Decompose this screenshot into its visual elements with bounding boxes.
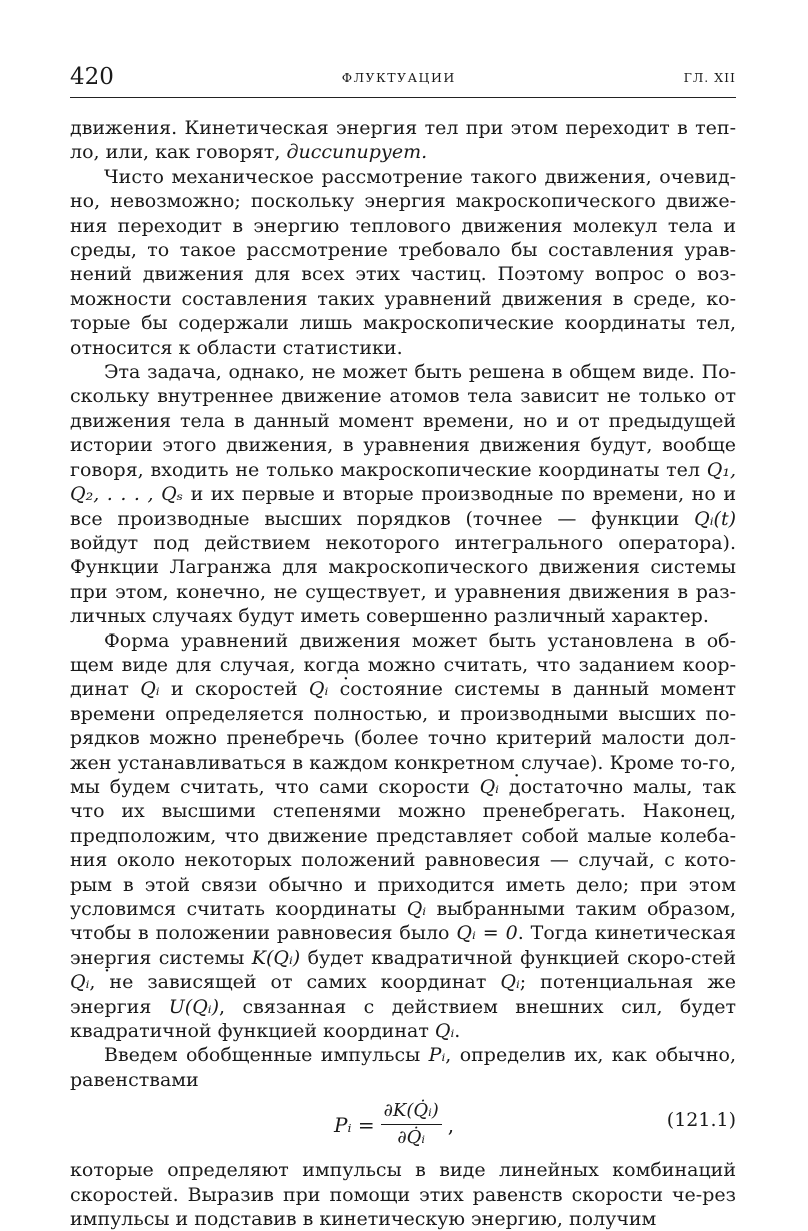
page-number: 420 [70,64,114,90]
math-Qi-dot: Qᵢ · [309,678,328,700]
paragraph-2: Чисто механическое рассмотрение такого движения, очевид-но, невозможно; поскольку энергия макроскопического движе-ния переходит в энергию теплового движения молекул тела и среды, то такое рассмотрение требовало бы составления урав-нений движения для всех этих частиц. Поэтому вопрос о воз-можности составления таких уравнений движения в среде, ко-торые бы содержали лишь макроскопические координаты тел, относится к области статистики. [70,165,736,359]
paragraph-4-text-a: Форма уравнений движения может быть установлена в об-щем виде для случая, когда можно считать, что заданием коор-динат [70,629,736,701]
paragraph-4-text-d: достаточно малы, так что их высшими степенями можно пренебрегать. Наконец, предположим, что движение представляет собой малые колеба-ния около некоторых положений равновесия — случай, с кото-рым в этой связи обычно и приходится иметь дело; при этом условимся считать координаты [70,775,737,920]
paragraph-1-text: движения. Кинетическая энергия тел при этом переходит в теп-ло, или, как говорят, [70,117,736,164]
paragraph-4-text-c: состояние системы в данный момент времени определяется полностью, и производными высших по-рядков можно пренебречь (более точно критерий малости дол-жен устанавливаться в каждом конкретном случае). Кроме то-го, мы будем считать, что сами скорости [70,678,737,798]
paragraph-3-text-b: и их первые и вторые производные по времени, но и все производные высших порядков (точнее — функции [70,483,736,530]
equation-denominator: ∂Q̇ᵢ [397,1127,426,1149]
math-Qi-dot-2: Qᵢ · [480,776,499,798]
running-title: ФЛУКТУАЦИИ [341,70,456,85]
paragraph-1 [70,116,736,165]
header-rule [70,97,736,98]
paragraph-4 [70,629,736,1044]
paragraph-3 [70,360,736,628]
math-Qi-equals-zero: Qᵢ = 0 [456,922,518,945]
equation-numerator: ∂K(Q̇ᵢ) [381,1100,442,1125]
function-q-of-t: Qᵢ(t) [694,507,736,530]
math-kinetic-energy: K(Qᵢ) [251,946,301,969]
equation-number: (121.1) [666,1109,736,1132]
equation-121-1 [70,1094,736,1154]
paragraph-4-text-b: и скоростей [159,678,309,701]
equation-lhs: Pᵢ = [334,1112,375,1137]
math-Pi: Pᵢ [428,1044,446,1067]
math-Qi: Qᵢ [140,678,160,701]
body-text [70,116,736,1231]
equation-fraction [381,1100,442,1149]
paragraph-4-text-e: выбранными таким образом, чтобы в положении равновесия было [70,898,736,945]
paragraph-4-text-i: ; потенциальная же энергия [70,971,736,1018]
math-potential-energy: U(Qᵢ) [168,995,220,1018]
paragraph-5-text-a: Введем обобщенные импульсы [104,1044,429,1067]
paragraph-4-text-k: . [454,1020,461,1043]
paragraph-4-text-g: будет квадратичной функцией скоро-стей [300,946,736,969]
paragraph-3-text-a: Эта задача, однако, не может быть решена в общем виде. По-скольку внутреннее движение атомов тела зависит не только от движения тела в данный момент времени, но и от предыдущей истории этого движения, в уравнения движения будут, вообще говоря, входить не только макроскопические координаты тел [70,361,736,481]
page-header [70,64,736,98]
paragraph-6: которые определяют импульсы в виде линейных комбинаций скоростей. Выразив при помощи этих равенств скорости че-рез импульсы и подставив в кинетическую энергию, получим [70,1159,736,1231]
math-Qi-3: Qᵢ [500,971,520,994]
math-Qi-4: Qᵢ [434,1020,455,1043]
paragraph-4-text-f: . Тогда кинетическая энергия системы [70,922,736,969]
term-dissipates: диссипирует. [286,141,428,164]
paragraph-5-text-b: , определив их, как обычно, равенствами [70,1044,736,1091]
math-Qi-dot-3: Qᵢ · [70,971,89,993]
paragraph-5 [70,1043,736,1092]
math-Qi-2: Qᵢ [406,898,427,920]
paragraph-3-text-c: войдут под действием некоторого интегрального оператора). Функции Лагранжа для макроскопического движения системы при этом, конечно, не существует, и уравнения движения в раз-личных случаях будут иметь совершенно различный характер. [70,531,736,628]
chapter-label: ГЛ. XII [683,70,736,85]
coordinates-list: Q₁, Q₂, . . . , Qₛ [70,458,736,506]
equation-trail: , [447,1112,455,1137]
paragraph-4-text-h: , не зависящей от самих координат [89,971,501,994]
equation-body [334,1100,454,1149]
paragraph-4-text-j: , связанная с действием внешних сил, будет квадратичной функцией координат [70,995,737,1043]
